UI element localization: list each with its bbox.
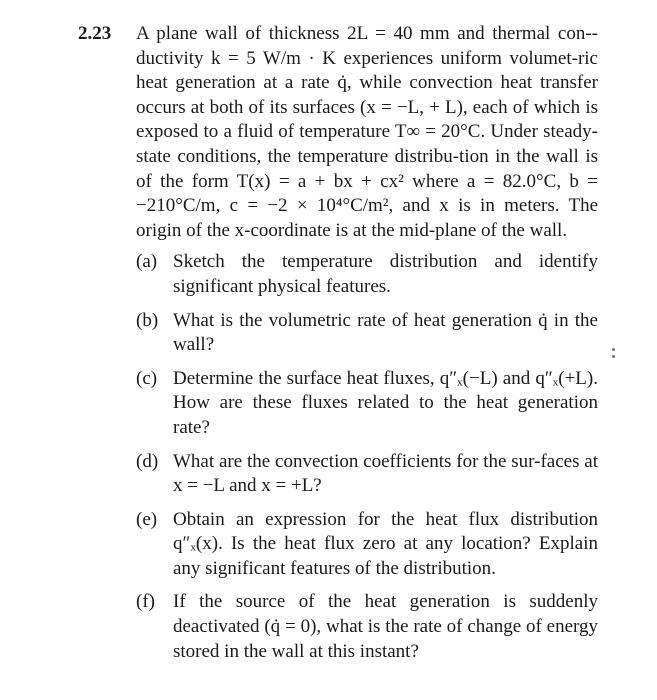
problem-statement: A plane wall of thickness 2L = 40 mm and thermal con-ductivity k = 5 W/m · K experiences uniform volumet-ric heat generation at a rate q̇, while convection heat transfer occurs at both of its surfaces (x = −L, + L), each of which is exposed to a fluid of temperature T∞ = 20°C. Under steady-state conditions, the temperature distribu-tion in the wall is of the form T(x) = a + bx + cx² where a = 82.0°C, b = −210°C/m, c = −2 × 10⁴°C/m², and x is in meters. The origin of the x-coordinate is at the mid-plane of the wall. xyxy=(136,23,598,241)
part-c xyxy=(136,367,598,441)
part-label: (c) xyxy=(136,367,158,389)
part-text: If the source of the heat generation is suddenly deactivated (q̇ = 0), what is the rate of change of energy stored in the wall at this instant? xyxy=(173,591,598,662)
part-b xyxy=(136,309,598,358)
part-label: (f) xyxy=(136,591,155,613)
margin-dot xyxy=(612,355,615,358)
problem-block xyxy=(78,22,598,673)
part-text: What is the volumetric rate of heat generation q̇ in the wall? xyxy=(173,309,598,356)
part-a xyxy=(136,250,598,299)
part-e xyxy=(136,508,598,582)
part-text: Obtain an expression for the heat flux distribution q″ₓ(x). Is the heat flux zero at any location? Explain any significant features of the distribution. xyxy=(173,508,598,579)
part-label: (a) xyxy=(136,251,158,273)
problem-number: 2.23 xyxy=(78,23,112,44)
part-label: (b) xyxy=(136,309,159,331)
part-f xyxy=(136,590,598,664)
part-d xyxy=(136,450,598,499)
part-label: (e) xyxy=(136,508,158,530)
problem-parts xyxy=(136,250,598,664)
part-text: What are the convection coefficients for the sur-faces at x = −L and x = +L? xyxy=(173,450,598,497)
part-text: Determine the surface heat fluxes, q″ₓ(−L) and q″ₓ(+L). How are these fluxes related to the heat generation rate? xyxy=(173,367,598,438)
margin-dot xyxy=(612,348,615,351)
part-label: (d) xyxy=(136,450,159,472)
part-text: Sketch the temperature distribution and identify significant physical features. xyxy=(173,251,598,297)
